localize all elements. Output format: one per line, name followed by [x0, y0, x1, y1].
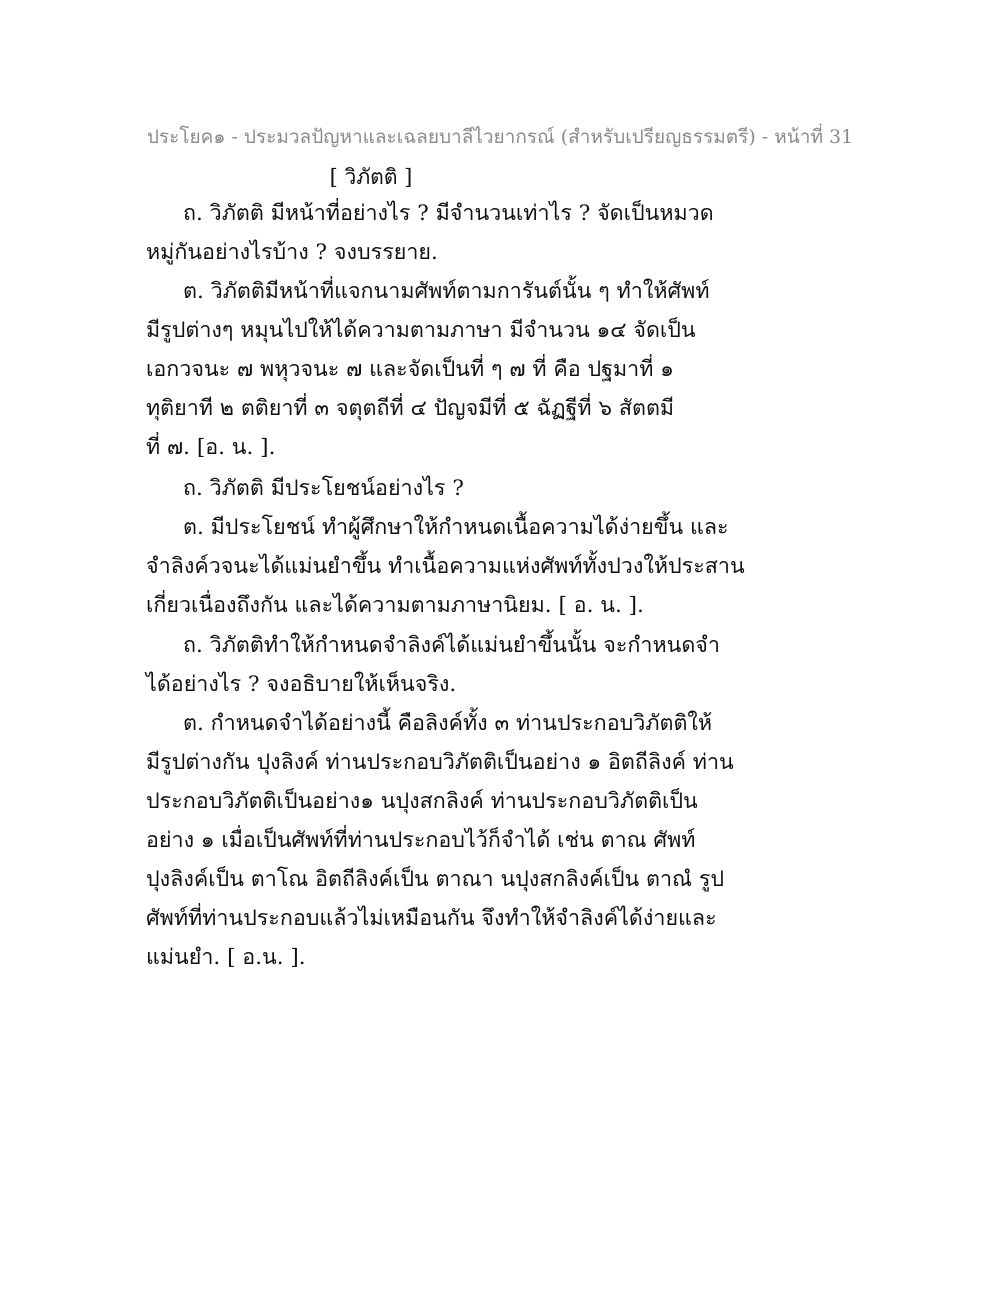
text-line: หมู่กันอย่างไรบ้าง ? จงบรรยาย.	[146, 240, 438, 265]
text-line: มีรูปต่างกัน ปุงลิงค์ ท่านประกอบวิภัตติเป็นอย่าง ๑ อิตถีลิงค์ ท่าน	[146, 750, 734, 775]
question-line: ถ. วิภัตติ มีหน้าที่อย่างไร ? มีจำนวนเท่าไร ? จัดเป็นหมวด	[183, 201, 714, 226]
text-line: ศัพท์ที่ท่านประกอบแล้วไม่เหมือนกัน จึงทำให้จำลิงค์ได้ง่ายและ	[146, 906, 717, 931]
text-line: มีรูปต่างๆ หมุนไปให้ได้ความตามภาษา มีจำนวน ๑๔ จัดเป็น	[146, 318, 696, 343]
page-header: ประโยค๑ - ประมวลปัญหาและเฉลยบาลีไวยากรณ์ (สำหรับเปรียญธรรมตรี) - หน้าที่ 31	[146, 126, 854, 148]
text-line: ทุติยาที ๒ ตติยาที่ ๓ จตุตถีที่ ๔ ปัญจมีที่ ๕ ฉัฏฐีที่ ๖ สัตตมี	[146, 396, 675, 421]
text-line: แม่นยำ. [ อ.น. ].	[146, 945, 306, 970]
text-line: จำลิงค์วจนะได้แม่นยำขึ้น ทำเนื้อความแห่งศัพท์ทั้งปวงให้ประสาน	[146, 554, 745, 579]
text-line: ได้อย่างไร ? จงอธิบายให้เห็นจริง.	[146, 672, 457, 697]
question-line: ถ. วิภัตติทำให้กำหนดจำลิงค์ได้แม่นยำขึ้นนั้น จะกำหนดจำ	[183, 633, 720, 658]
text-line: ประกอบวิภัตติเป็นอย่าง๑ นปุงสกลิงค์ ท่านประกอบวิภัตติเป็น	[146, 789, 698, 814]
answer-line: ต. วิภัตติมีหน้าที่แจกนามศัพท์ตามการันต์นั้น ๆ ทำให้ศัพท์	[183, 279, 710, 304]
text-line: เอกวจนะ ๗ พหุวจนะ ๗ และจัดเป็นที่ ๆ ๗ ที่ คือ ปฐมาที่ ๑	[146, 357, 674, 382]
text-line: ปุงลิงค์เป็น ตาโณ อิตถีลิงค์เป็น ตาณา นปุงสกลิงค์เป็น ตาณํ รูป	[146, 867, 725, 892]
section-title: [ วิภัตติ ]	[329, 165, 413, 189]
text-line: อย่าง ๑ เมื่อเป็นศัพท์ที่ท่านประกอบไว้ก็จำได้ เช่น ตาณ ศัพท์	[146, 828, 696, 853]
answer-line: ต. กำหนดจำได้อย่างนี้ คือลิงค์ทั้ง ๓ ท่านประกอบวิภัตติให้	[183, 711, 713, 736]
answer-line: ต. มีประโยชน์ ทำผู้ศึกษาให้กำหนดเนื้อความได้ง่ายขึ้น และ	[183, 515, 729, 540]
question-line: ถ. วิภัตติ มีประโยชน์อย่างไร ?	[183, 476, 464, 501]
text-line: ที่ ๗. [อ. น. ].	[146, 435, 276, 460]
text-line: เกี่ยวเนื่องถึงกัน และได้ความตามภาษานิยม. [ อ. น. ].	[146, 593, 644, 618]
